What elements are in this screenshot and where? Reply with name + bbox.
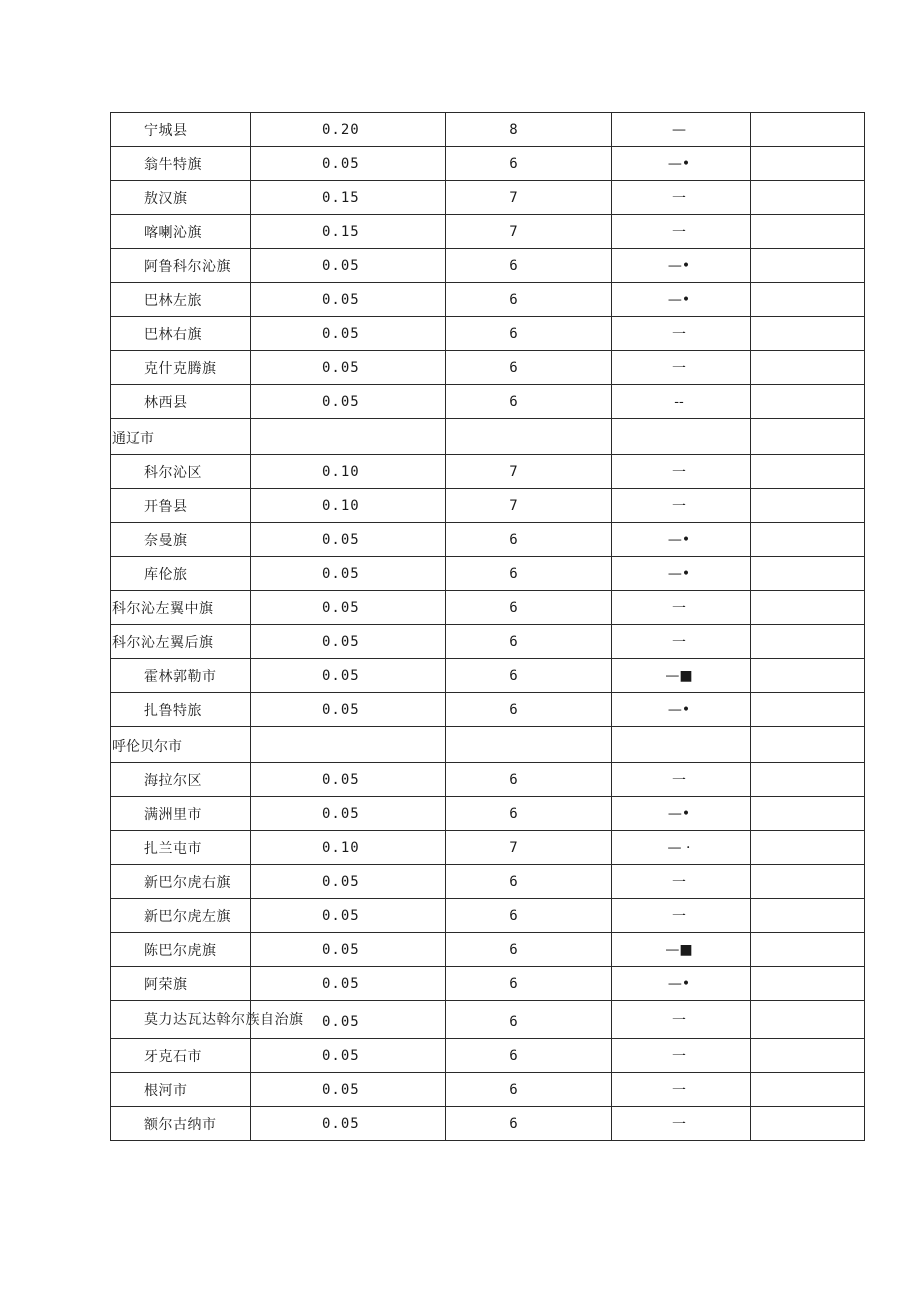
number-cell: 6: [446, 797, 612, 831]
seismic-parameter-table: [110, 112, 865, 1141]
table-row: [111, 865, 865, 899]
mark-cell: —•: [612, 797, 751, 831]
number-cell: 6: [446, 523, 612, 557]
county-name: 敖汉旗: [111, 181, 251, 215]
mark-cell: 一: [612, 899, 751, 933]
value-cell: 0.10: [251, 489, 446, 523]
county-name: 新巴尔虎左旗: [111, 899, 251, 933]
number-cell: 6: [446, 693, 612, 727]
empty-cell: [751, 147, 865, 181]
table-row: [111, 1001, 865, 1039]
empty-cell: [751, 967, 865, 1001]
empty-cell: [751, 113, 865, 147]
mark-cell: — ·: [612, 831, 751, 865]
empty-cell: [751, 831, 865, 865]
mark-cell: —•: [612, 523, 751, 557]
number-cell: 6: [446, 249, 612, 283]
county-name: 扎兰屯市: [111, 831, 251, 865]
empty-cell: [751, 899, 865, 933]
county-name: 科尔沁区: [111, 455, 251, 489]
table-row: [111, 831, 865, 865]
mark-cell: 一: [612, 1039, 751, 1073]
number-cell: 6: [446, 1073, 612, 1107]
mark-cell: —•: [612, 283, 751, 317]
mark-cell: —: [612, 113, 751, 147]
table-row: [111, 317, 865, 351]
table-row: [111, 181, 865, 215]
mark-cell: 一: [612, 317, 751, 351]
mark-cell: 一: [612, 181, 751, 215]
number-cell: 6: [446, 351, 612, 385]
value-cell: 0.05: [251, 591, 446, 625]
table-body: [111, 113, 865, 1141]
empty-cell: [251, 727, 446, 763]
value-cell: 0.05: [251, 1039, 446, 1073]
table-row: [111, 659, 865, 693]
table-row: [111, 625, 865, 659]
table-row: [111, 899, 865, 933]
table-row: [111, 1073, 865, 1107]
mark-cell: —•: [612, 147, 751, 181]
empty-cell: [751, 523, 865, 557]
empty-cell: [751, 557, 865, 591]
table-row: [111, 797, 865, 831]
number-cell: 7: [446, 215, 612, 249]
number-cell: 6: [446, 283, 612, 317]
mark-cell: —•: [612, 249, 751, 283]
county-name: 陈巴尔虎旗: [111, 933, 251, 967]
table-row: [111, 591, 865, 625]
value-cell: 0.05: [251, 763, 446, 797]
county-name: 巴林右旗: [111, 317, 251, 351]
value-cell: 0.20: [251, 113, 446, 147]
value-cell: 0.05: [251, 351, 446, 385]
value-cell: 0.05: [251, 317, 446, 351]
table-row: [111, 933, 865, 967]
number-cell: 6: [446, 1107, 612, 1141]
number-cell: 8: [446, 113, 612, 147]
table-row: [111, 215, 865, 249]
table-row: [111, 763, 865, 797]
mark-cell: 一: [612, 455, 751, 489]
number-cell: 7: [446, 181, 612, 215]
number-cell: 6: [446, 317, 612, 351]
number-cell: 6: [446, 1039, 612, 1073]
mark-cell: 一: [612, 1107, 751, 1141]
mark-cell: —•: [612, 967, 751, 1001]
table-row: [111, 113, 865, 147]
table-row: [111, 557, 865, 591]
county-name: 满洲里市: [111, 797, 251, 831]
number-cell: 6: [446, 933, 612, 967]
region-name: 呼伦贝尔市: [111, 727, 251, 763]
county-name: 科尔沁左翼后旗: [111, 625, 251, 659]
county-name: 霍林郭勒市: [111, 659, 251, 693]
value-cell: 0.10: [251, 831, 446, 865]
value-cell: 0.05: [251, 933, 446, 967]
mark-cell: 一: [612, 489, 751, 523]
county-name: 林西县: [111, 385, 251, 419]
number-cell: 7: [446, 455, 612, 489]
value-cell: 0.05: [251, 283, 446, 317]
county-name: 科尔沁左翼中旗: [111, 591, 251, 625]
mark-cell: —•: [612, 557, 751, 591]
number-cell: 6: [446, 967, 612, 1001]
value-cell: 0.15: [251, 215, 446, 249]
value-cell: 0.05: [251, 1073, 446, 1107]
county-name: 宁城县: [111, 113, 251, 147]
number-cell: 6: [446, 385, 612, 419]
value-cell: 0.05: [251, 659, 446, 693]
empty-cell: [751, 249, 865, 283]
number-cell: 6: [446, 1001, 612, 1039]
value-cell: 0.05: [251, 1001, 446, 1039]
county-name: 额尔古纳市: [111, 1107, 251, 1141]
mark-cell: 一: [612, 1001, 751, 1039]
empty-cell: [751, 727, 865, 763]
value-cell: 0.05: [251, 385, 446, 419]
table-row: [111, 967, 865, 1001]
empty-cell: [751, 933, 865, 967]
table-row: [111, 385, 865, 419]
empty-cell: [751, 1073, 865, 1107]
table-row: [111, 523, 865, 557]
number-cell: 6: [446, 625, 612, 659]
county-name: 海拉尔区: [111, 763, 251, 797]
county-name: 克什克腾旗: [111, 351, 251, 385]
table-row: [111, 283, 865, 317]
mark-cell: —•: [612, 693, 751, 727]
county-name: 开鲁县: [111, 489, 251, 523]
value-cell: 0.15: [251, 181, 446, 215]
county-name: 根河市: [111, 1073, 251, 1107]
value-cell: 0.05: [251, 557, 446, 591]
empty-cell: [446, 727, 612, 763]
value-cell: 0.05: [251, 1107, 446, 1141]
county-name: 喀喇沁旗: [111, 215, 251, 249]
value-cell: 0.05: [251, 967, 446, 1001]
number-cell: 6: [446, 865, 612, 899]
county-name: 翁牛特旗: [111, 147, 251, 181]
value-cell: 0.05: [251, 693, 446, 727]
mark-cell: 一: [612, 591, 751, 625]
mark-cell: 一: [612, 351, 751, 385]
empty-cell: [751, 351, 865, 385]
value-cell: 0.05: [251, 865, 446, 899]
region-header-row: [111, 727, 865, 763]
mark-cell: 一: [612, 625, 751, 659]
empty-cell: [751, 625, 865, 659]
empty-cell: [251, 419, 446, 455]
county-name: 新巴尔虎右旗: [111, 865, 251, 899]
county-name: 扎鲁特旅: [111, 693, 251, 727]
table-row: [111, 455, 865, 489]
empty-cell: [751, 1039, 865, 1073]
mark-cell: —■: [612, 659, 751, 693]
mark-cell: --: [612, 385, 751, 419]
empty-cell: [751, 865, 865, 899]
number-cell: 7: [446, 489, 612, 523]
value-cell: 0.05: [251, 249, 446, 283]
value-cell: 0.05: [251, 523, 446, 557]
county-name: 巴林左旅: [111, 283, 251, 317]
empty-cell: [751, 181, 865, 215]
table-row: [111, 1039, 865, 1073]
empty-cell: [751, 455, 865, 489]
county-name: 阿鲁科尔沁旗: [111, 249, 251, 283]
table-row: [111, 147, 865, 181]
county-name: 阿荣旗: [111, 967, 251, 1001]
empty-cell: [751, 317, 865, 351]
empty-cell: [612, 419, 751, 455]
empty-cell: [751, 215, 865, 249]
empty-cell: [446, 419, 612, 455]
value-cell: 0.10: [251, 455, 446, 489]
number-cell: 7: [446, 831, 612, 865]
mark-cell: 一: [612, 865, 751, 899]
value-cell: 0.05: [251, 797, 446, 831]
mark-cell: —■: [612, 933, 751, 967]
empty-cell: [751, 763, 865, 797]
table-row: [111, 351, 865, 385]
county-name: 莫力达瓦达斡尔族自治旗: [111, 1001, 251, 1039]
empty-cell: [751, 1001, 865, 1039]
mark-cell: 一: [612, 1073, 751, 1107]
number-cell: 6: [446, 659, 612, 693]
number-cell: 6: [446, 557, 612, 591]
empty-cell: [751, 797, 865, 831]
number-cell: 6: [446, 147, 612, 181]
empty-cell: [751, 489, 865, 523]
county-name: 牙克石市: [111, 1039, 251, 1073]
table-row: [111, 489, 865, 523]
mark-cell: 一: [612, 215, 751, 249]
empty-cell: [751, 693, 865, 727]
empty-cell: [751, 659, 865, 693]
region-name: 通辽市: [111, 419, 251, 455]
region-header-row: [111, 419, 865, 455]
empty-cell: [751, 419, 865, 455]
table-row: [111, 249, 865, 283]
number-cell: 6: [446, 591, 612, 625]
table-row: [111, 693, 865, 727]
empty-cell: [751, 283, 865, 317]
county-name: 库伦旅: [111, 557, 251, 591]
table-row: [111, 1107, 865, 1141]
empty-cell: [751, 1107, 865, 1141]
empty-cell: [751, 385, 865, 419]
empty-cell: [751, 591, 865, 625]
number-cell: 6: [446, 899, 612, 933]
number-cell: 6: [446, 763, 612, 797]
value-cell: 0.05: [251, 147, 446, 181]
mark-cell: 一: [612, 763, 751, 797]
county-name: 奈曼旗: [111, 523, 251, 557]
value-cell: 0.05: [251, 899, 446, 933]
empty-cell: [612, 727, 751, 763]
value-cell: 0.05: [251, 625, 446, 659]
